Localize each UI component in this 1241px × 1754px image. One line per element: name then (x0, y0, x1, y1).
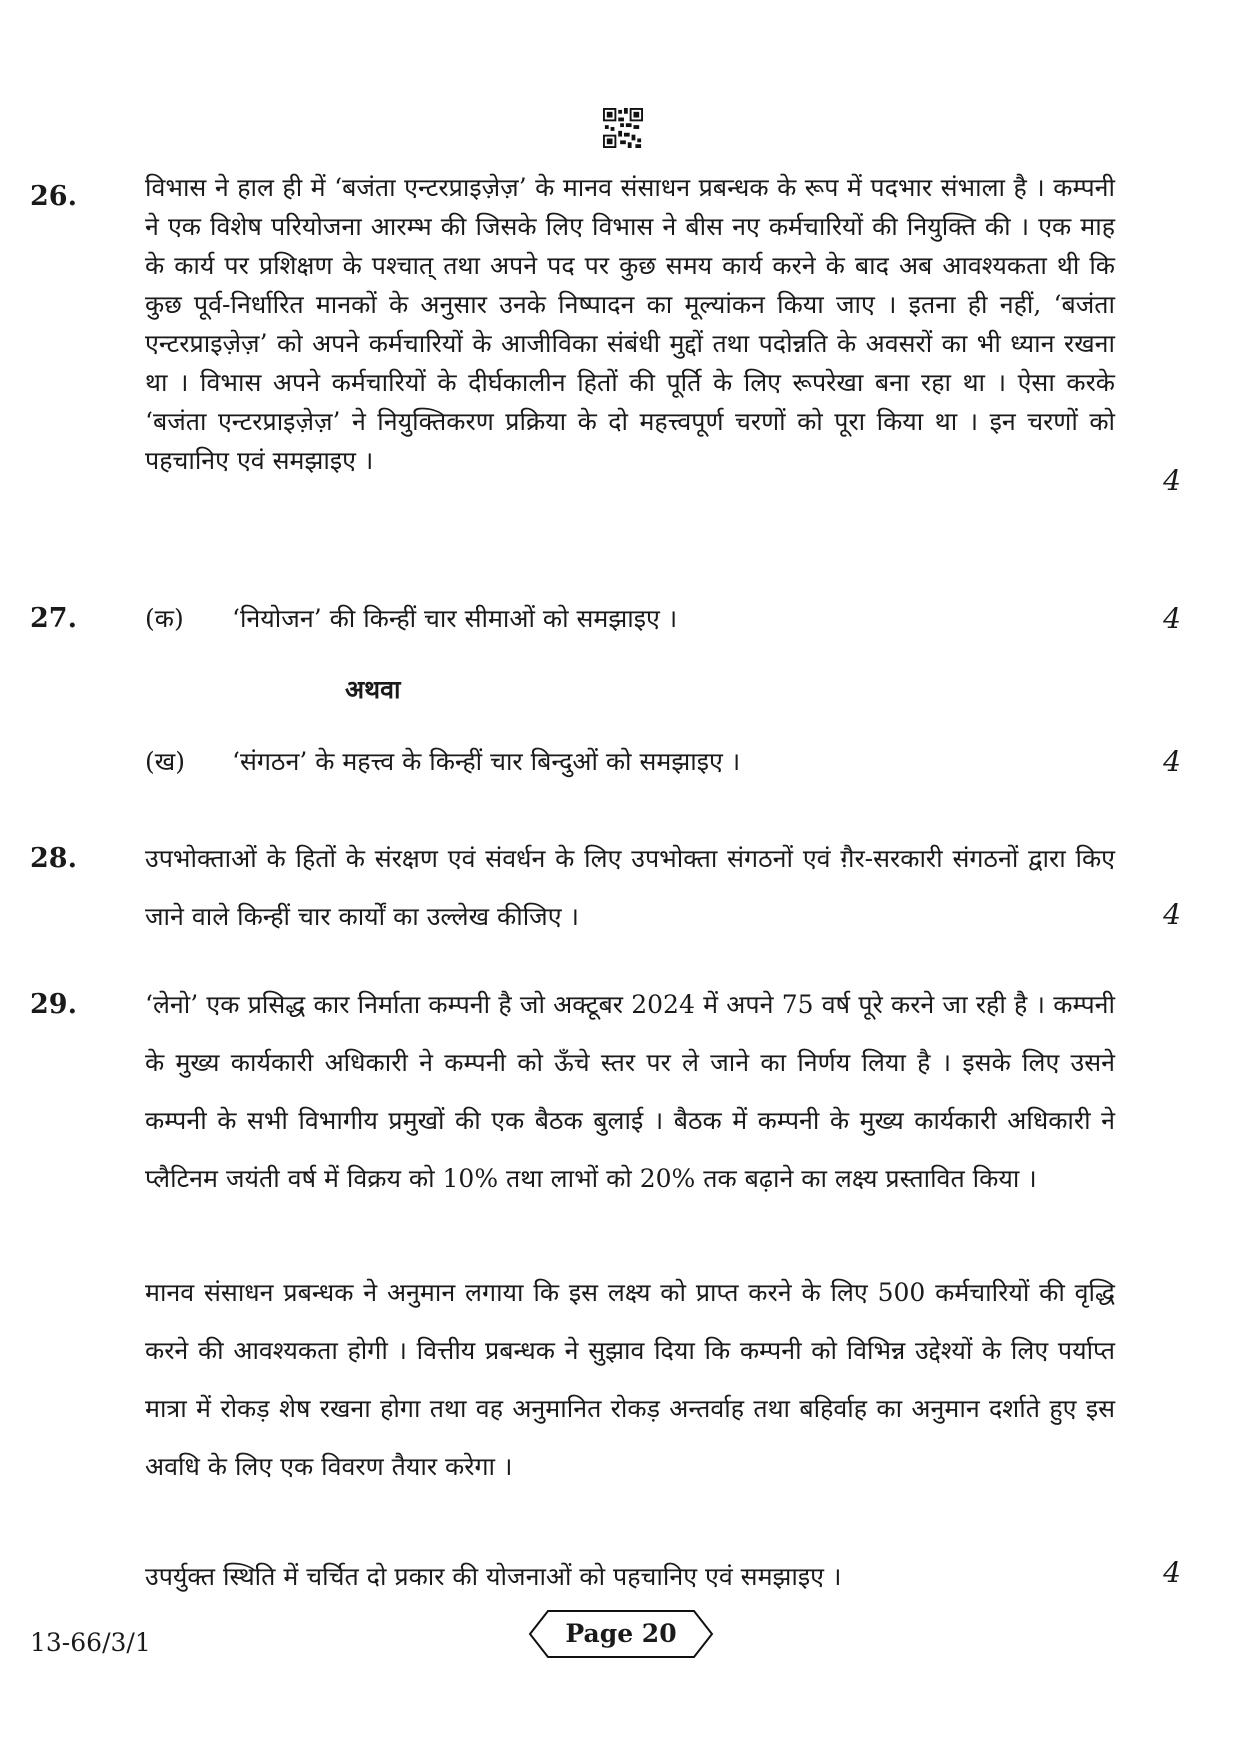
or-separator: अथवा (345, 675, 401, 704)
question-paragraph-2: मानव संसाधन प्रबन्धक ने अनुमान लगाया कि इस लक्ष्य को प्राप्त करने के लिए 500 कर्मचारियों की वृद्धि करने की आवश्यकता होगी । वित्तीय प्रबन्धक ने सुझाव दिया कि कम्पनी को विभिन्न उद्देश्यों के लिए पर्याप्त मात्रा में रोकड़ शेष रखना होगा तथा वह अनुमानित रोकड़ अन्तर्वाह तथा बहिर्वाह का अनुमान दर्शाते हुए इस अवधि के लिए एक विवरण तैयार करेगा । (145, 1278, 1115, 1481)
question-paragraph-3: उपर्युक्त स्थिति में चर्चित दो प्रकार की योजनाओं को पहचानिए एवं समझाइए । (145, 1562, 842, 1591)
question-paragraph-1: ‘लेनो’ एक प्रसिद्ध कार निर्माता कम्पनी है जो अक्टूबर 2024 में अपने 75 वर्ष पूरे करने जा रही है । कम्पनी के मुख्य कार्यकारी अधिकारी ने कम्पनी को ऊँचे स्तर पर ले जाने का निर्णय लिया है । इसके लिए उसने कम्पनी के सभी विभागीय प्रमुखों की एक बैठक बुलाई । बैठक में कम्पनी के मुख्य कार्यकारी अधिकारी ने प्लैटिनम जयंती वर्ष में विक्रय को 10% तथा लाभों को 20% तक बढ़ाने का लक्ष्य प्रस्तावित किया । (145, 990, 1115, 1193)
option-a-text: ‘नियोजन’ की किन्हीं चार सीमाओं को समझाइए । (232, 604, 678, 633)
option-b-text: ‘संगठन’ के महत्त्व के किन्हीं चार बिन्दुओं को समझाइए । (232, 747, 741, 776)
option-b-label: (ख) (145, 747, 185, 776)
question-number: 28. (30, 843, 77, 874)
paper-code: 13-66/3/1 (30, 1628, 151, 1657)
page-number: Page 20 (565, 1619, 677, 1648)
marks: 4 (1163, 898, 1181, 931)
question-text: विभास ने हाल ही में ‘बजंता एन्टरप्राइज़ेज़’ के मानव संसाधन प्रबन्धक के रूप में पदभार संभाला है । कम्पनी ने एक विशेष परियोजना आरम्भ की जिसके लिए विभास ने बीस नए कर्मचारियों की नियुक्ति की । एक माह के कार्य पर प्रशिक्षण के पश्चात् तथा अपने पद पर कुछ समय कार्य करने के बाद अब आवश्यकता थी कि कुछ पूर्व-निर्धारित मानकों के अनुसार उनके निष्पादन का मूल्यांकन किया जाए । इतना ही नहीं, ‘बजंता एन्टरप्राइज़ेज़’ को अपने कर्मचारियों के आजीविका संबंधी मुद्दों तथा पदोन्नति के अवसरों का भी ध्यान रखना था । विभास अपने कर्मचारियों के दीर्घकालीन हितों की पूर्ति के लिए रूपरेखा बना रहा था । ऐसा करके ‘बजंता एन्टरप्राइज़ेज़’ ने नियुक्तिकरण प्रक्रिया के दो महत्त्वपूर्ण चरणों को पूरा किया था । इन चरणों को पहचानिए एवं समझाइए । (145, 173, 1115, 475)
qr-code (603, 108, 643, 148)
question-number: 27. (30, 603, 77, 634)
option-a-label: (क) (145, 604, 184, 633)
marks: 4 (1163, 464, 1181, 497)
page-number-badge (528, 1609, 714, 1659)
question-number: 26. (30, 181, 77, 212)
marks: 4 (1163, 1556, 1181, 1589)
marks: 4 (1163, 602, 1181, 635)
question-number: 29. (30, 989, 77, 1020)
question-text: उपभोक्ताओं के हितों के संरक्षण एवं संवर्धन के लिए उपभोक्ता संगठनों एवं ग़ैर-सरकारी संगठनों द्वारा किए जाने वाले किन्हीं चार कार्यों का उल्लेख कीजिए । (145, 844, 1115, 931)
marks: 4 (1163, 745, 1181, 778)
